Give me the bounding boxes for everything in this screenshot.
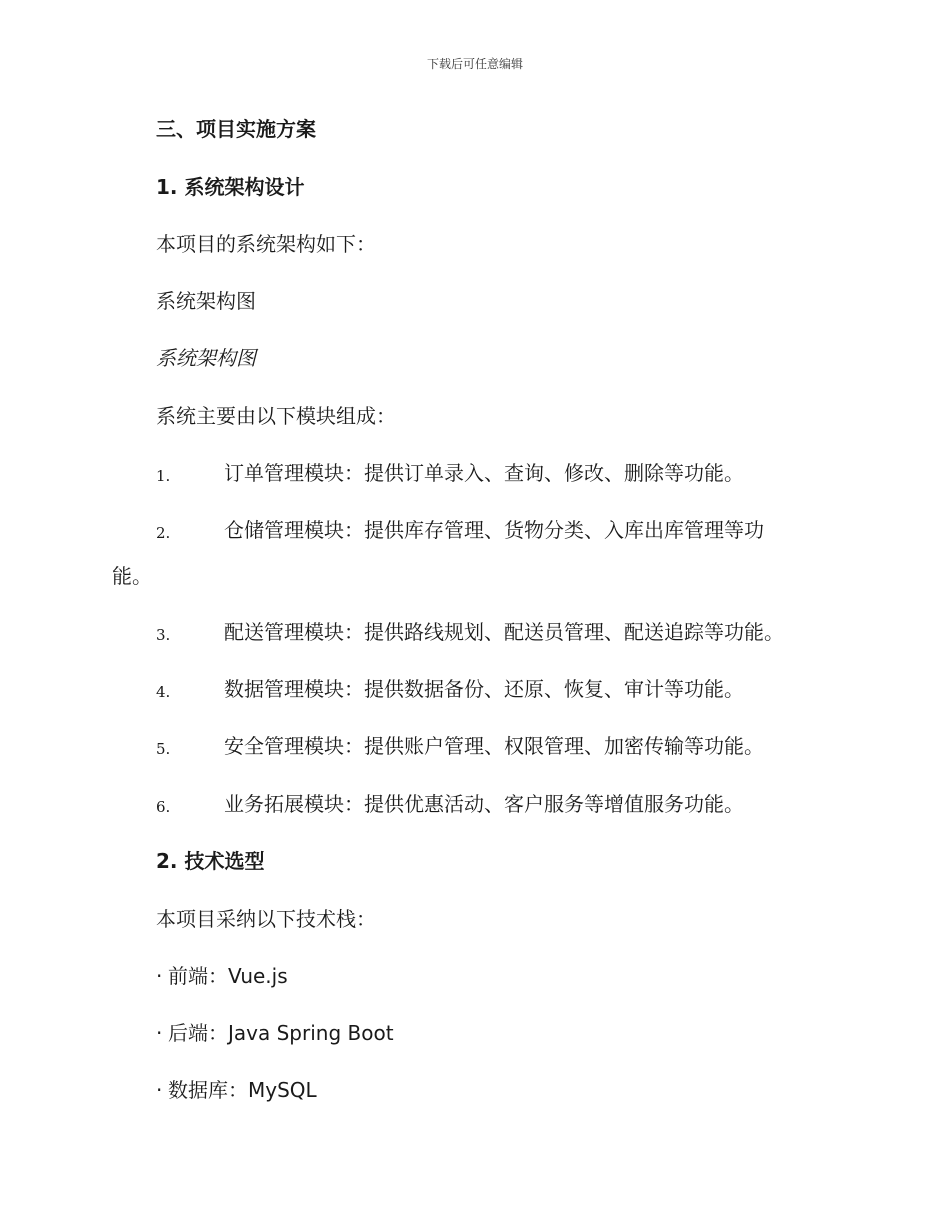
page-header: 下载后可任意编辑 (426, 57, 523, 71)
architecture-intro: 本项目的系统架构如下： (156, 232, 376, 256)
list-text: 业务拓展模块：提供优惠活动、客户服务等增值服务功能。 (224, 792, 744, 816)
list-text: 数据管理模块：提供数据备份、还原、恢复、审计等功能。 (224, 677, 744, 701)
tech-intro: 本项目采纳以下技术栈： (156, 907, 376, 931)
tech-stack-text: 前端：Vue.js (168, 964, 288, 988)
bullet-icon: · (156, 964, 163, 988)
subsection-title-architecture: 1. 系统架构设计 (156, 175, 305, 199)
tech-stack-text: 数据库：MySQL (168, 1078, 317, 1102)
bullet-icon: · (156, 1021, 163, 1045)
list-number: 5. (156, 740, 171, 758)
tech-stack-item (156, 1021, 394, 1045)
list-number: 1. (156, 467, 171, 485)
list-number: 4. (156, 683, 171, 701)
list-text: 仓储管理模块：提供库存管理、货物分类、入库出库管理等功 (224, 518, 764, 542)
section-title: 三、项目实施方案 (156, 117, 316, 141)
list-text: 安全管理模块：提供账户管理、权限管理、加密传输等功能。 (224, 734, 764, 758)
list-number: 2. (156, 524, 171, 542)
list-text-wrap: 能。 (112, 564, 152, 588)
figure-caption: 系统架构图 (156, 346, 256, 370)
tech-stack-item (156, 964, 288, 988)
list-number: 3. (156, 626, 171, 644)
modules-intro: 系统主要由以下模块组成： (156, 404, 396, 428)
tech-stack-text: 后端：Java Spring Boot (168, 1021, 394, 1045)
figure-label: 系统架构图 (156, 289, 256, 313)
subsection-title-tech: 2. 技术选型 (156, 849, 265, 873)
list-text: 配送管理模块：提供路线规划、配送员管理、配送追踪等功能。 (224, 620, 784, 644)
list-text: 订单管理模块：提供订单录入、查询、修改、删除等功能。 (224, 461, 744, 485)
list-number: 6. (156, 798, 171, 816)
tech-stack-item (156, 1078, 317, 1102)
bullet-icon: · (156, 1078, 163, 1102)
